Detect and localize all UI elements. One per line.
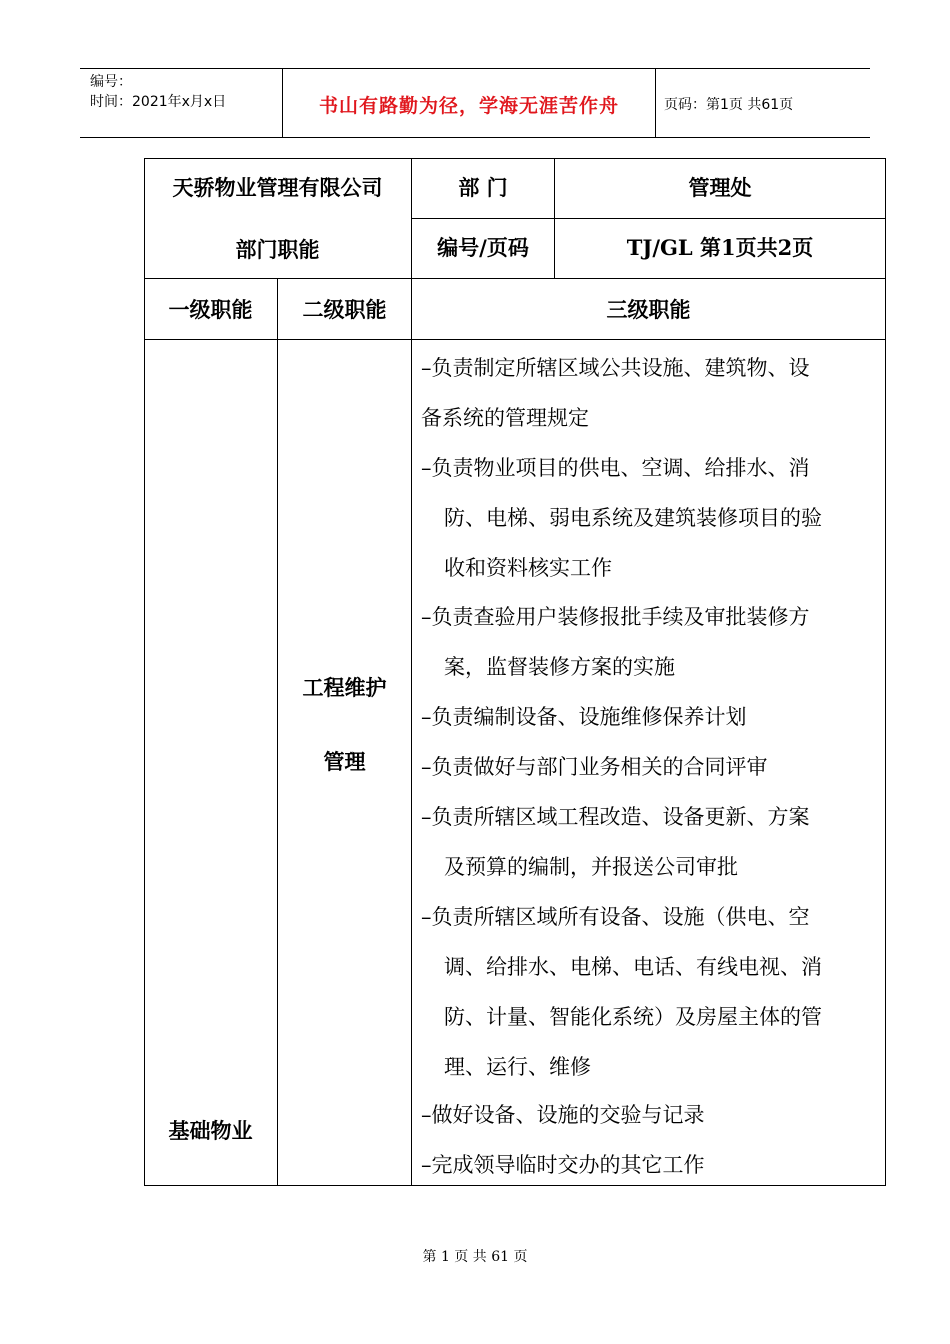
- page-footer: 第 1 页 共 61 页: [422, 1249, 528, 1265]
- table-border-top: [144, 158, 886, 159]
- duty-line: 备系统的管理规定: [421, 406, 589, 430]
- dept-label: 部 门: [458, 175, 508, 200]
- col-header-level3: 三级职能: [606, 297, 691, 322]
- duty-line: 及预算的编制，并报送公司审批: [444, 855, 738, 879]
- table-border-bottom: [144, 1185, 886, 1186]
- duties-table: [144, 158, 886, 1186]
- time-label: 时间：2021年x月x日: [90, 94, 227, 110]
- company-name: 天骄物业管理有限公司: [172, 175, 383, 200]
- header-meta-cell: [80, 69, 282, 137]
- duty-line: –完成领导临时交办的其它工作: [421, 1153, 705, 1177]
- duty-line: 调、给排水、电梯、电话、有线电视、消: [444, 955, 822, 979]
- table-rule-2: [144, 278, 886, 279]
- level2-value-line2: 管理: [323, 749, 366, 774]
- header-motto-cell: [282, 69, 656, 137]
- table-border-right: [885, 158, 886, 1186]
- duty-line: –做好设备、设施的交验与记录: [421, 1103, 705, 1127]
- level2-value-line1: 工程维护: [302, 675, 387, 700]
- duty-line: –负责制定所辖区域公共设施、建筑物、设: [421, 356, 810, 380]
- motto: 书山有路勤为径，学海无涯苦作舟: [318, 95, 619, 117]
- duty-line: –负责所辖区域工程改造、设备更新、方案: [421, 805, 810, 829]
- serial-label: 编号：: [90, 74, 132, 90]
- code-value: TJ/GL 第1页共2页: [626, 235, 814, 260]
- col-header-level2: 二级职能: [302, 297, 387, 322]
- dept-value: 管理处: [688, 175, 752, 200]
- duty-line: –负责查验用户装修报批手续及审批装修方: [421, 605, 810, 629]
- duty-line: –负责编制设备、设施维修保养计划: [421, 705, 747, 729]
- level1-value: 基础物业: [168, 1118, 253, 1143]
- code-label: 编号/页码: [437, 235, 529, 260]
- doc-type: 部门职能: [235, 237, 320, 262]
- duty-line: –负责所辖区域所有设备、设施（供电、空: [421, 905, 810, 929]
- duty-line: 防、电梯、弱电系统及建筑装修项目的验: [444, 506, 822, 530]
- header-page-info: 页码：第1页 共61页: [664, 97, 794, 113]
- duty-line: 防、计量、智能化系统）及房屋主体的管: [444, 1005, 822, 1029]
- duty-line: –负责做好与部门业务相关的合同评审: [421, 755, 768, 779]
- page-header: [80, 68, 870, 138]
- duty-line: 理、运行、维修: [444, 1055, 591, 1079]
- table-rule-3: [144, 339, 886, 340]
- duty-line: 案，监督装修方案的实施: [444, 655, 675, 679]
- col-header-level1: 一级职能: [168, 297, 253, 322]
- table-rule-1: [411, 218, 886, 219]
- table-col-rule-a: [277, 278, 278, 1186]
- duty-line: –负责物业项目的供电、空调、给排水、消: [421, 456, 810, 480]
- duty-line: 收和资料核实工作: [444, 556, 612, 580]
- header-page-cell: [655, 69, 870, 137]
